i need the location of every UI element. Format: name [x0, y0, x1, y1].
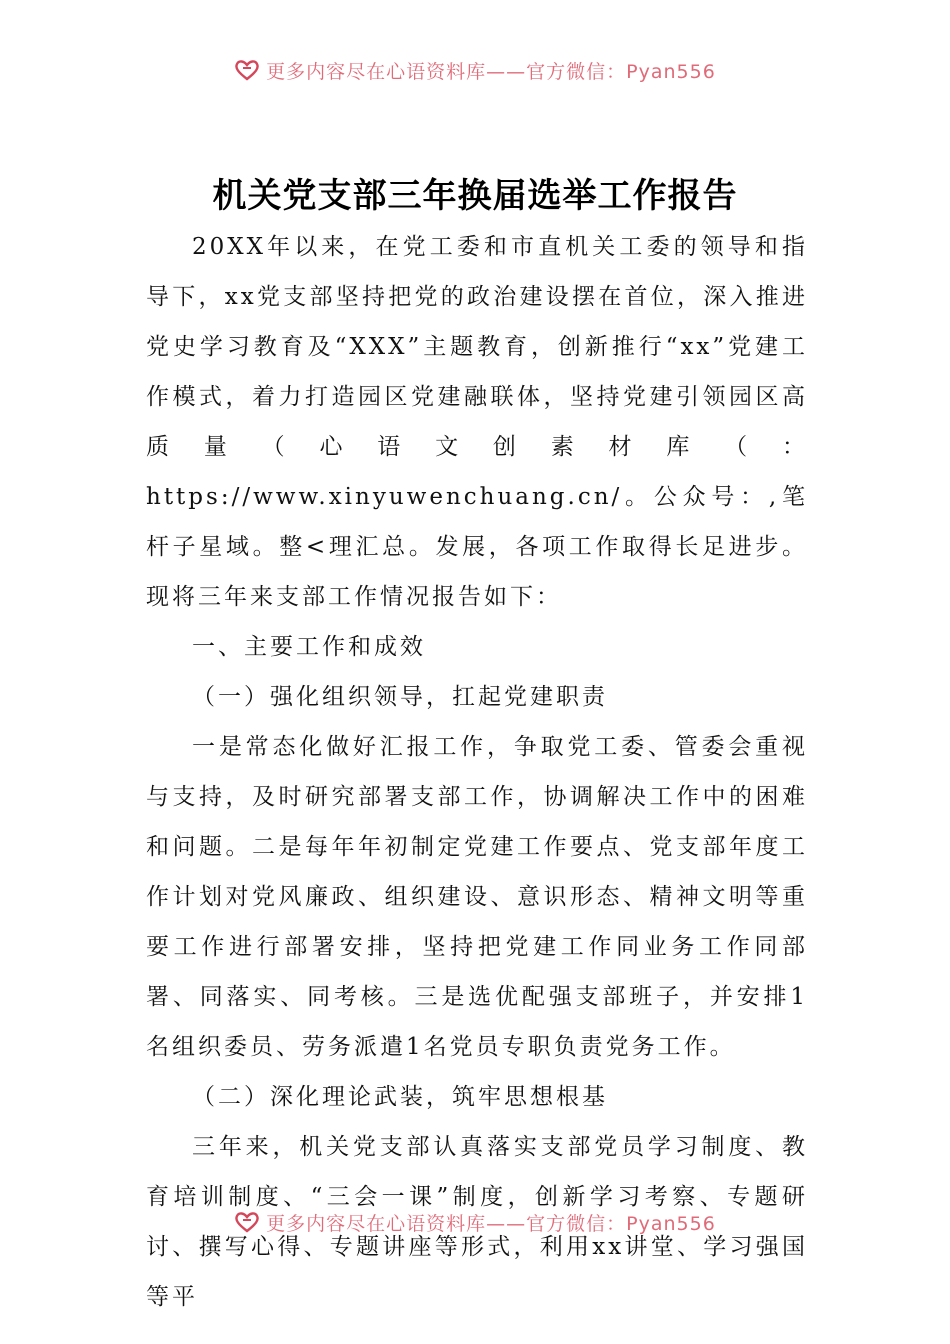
section-heading-main-work: 一、主要工作和成效	[192, 634, 426, 660]
watermark-text: 更多内容尽在心语资料库——官方微信：Pyan556	[266, 60, 716, 83]
document-title: 机关党支部三年换届选举工作报告	[212, 176, 738, 216]
heart-logo-icon	[234, 59, 260, 81]
watermark-bottom	[0, 1207, 950, 1237]
paragraph-organization-leadership: 一是常态化做好汇报工作，争取党工委、管委会重视与支持，及时研究部署支部工作，协调解决工作中的困难和问题。二是每年年初制定党建工作要点、党支部年度工作计划对党风廉政、组织建设、意识形态、精神文明等重要工作进行部署安排，坚持把党建工作同业务工作同部署、同落实、同考核。三是选优配强支部班子，并安排1名组织委员、劳务派遣1名党员专职负责党务工作。	[146, 734, 808, 1060]
document-body	[146, 222, 808, 1322]
paragraph-intro: 20XX年以来，在党工委和市直机关工委的领导和指导下，xx党支部坚持把党的政治建设摆在首位，深入推进党史学习教育及“XXX”主题教育，创新推行“xx”党建工作模式，着力打造园区党建融联体，坚持党建引领园区高质量（心语文创素材库（：https://www.xinyuwenchuang.cn/。公众号：,笔杆子星域。整<理汇总。发展，各项工作取得长足进步。现将三年来支部工作情况报告如下：	[146, 234, 808, 610]
subheading-theory-study: （二）深化理论武装，筑牢思想根基	[192, 1084, 608, 1110]
watermark-text: 更多内容尽在心语资料库——官方微信：Pyan556	[266, 1212, 716, 1235]
watermark-top	[0, 55, 950, 85]
heart-logo-icon	[234, 1211, 260, 1233]
subheading-organization-leadership: （一）强化组织领导，扛起党建职责	[192, 684, 608, 710]
paragraph-theory-study: 三年来，机关党支部认真落实支部党员学习制度、教育培训制度、“三会一课”制度，创新学习考察、专题研讨、撰写心得、专题讲座等形式，利用xx讲堂、学习强国等平	[146, 1134, 808, 1310]
